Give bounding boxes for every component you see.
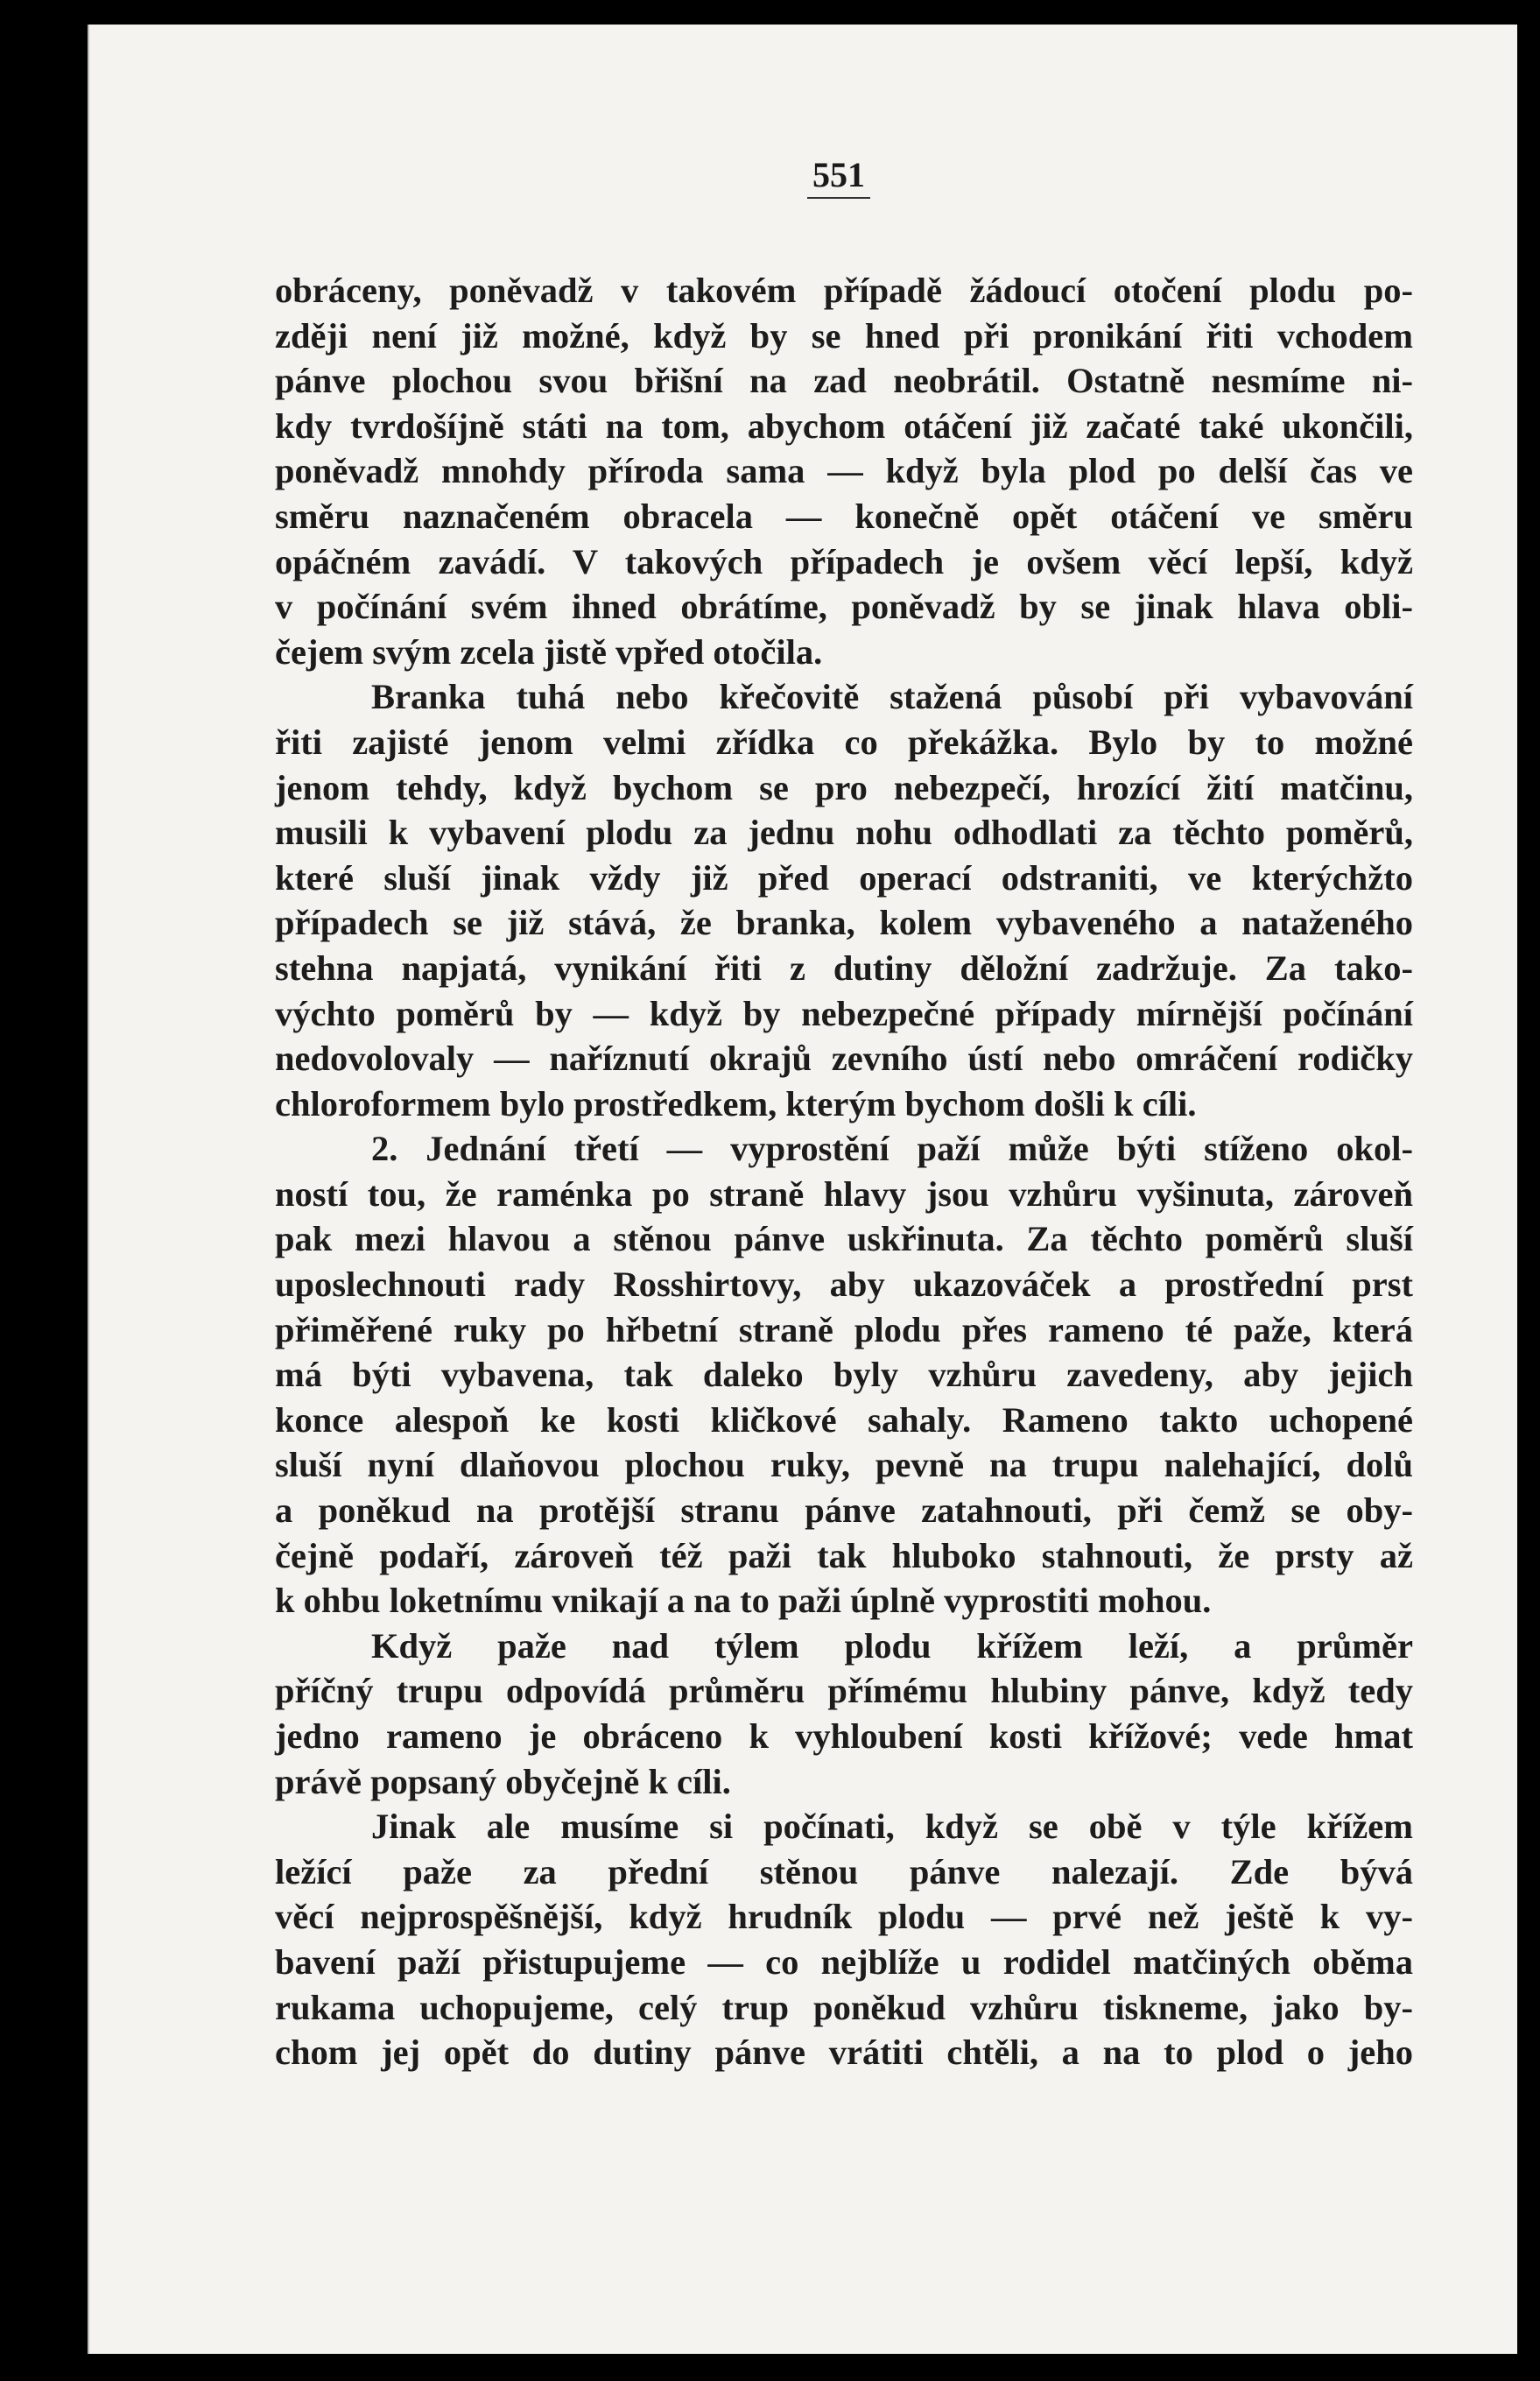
text-line: obráceny, poněvadž v takovém případě žádoucí otočení plodu po- (275, 271, 1413, 310)
text-line: kdy tvrdošíjně státi na tom, abychom otáčení již začaté také ukončili, (275, 405, 1413, 446)
text-line: ležící paže za přední stěnou pánve nalezají. Zde bývá (275, 1851, 1413, 1891)
body-text (275, 268, 1413, 2075)
text-line: rukama uchopujeme, celý trup poněkud vzhůru tiskneme, jako by- (275, 1987, 1413, 2027)
text-line: právě popsaný obyčejně k cíli. (275, 1761, 731, 1801)
text-line: řiti zajisté jenom velmi zřídka co překážka. Bylo by to možné (275, 722, 1413, 762)
text-line: ností tou, že raménka po straně hlavy jsou vzhůru vyšinuta, zároveň (275, 1173, 1413, 1214)
text-line: jenom tehdy, když bychom se pro nebezpečí, hrozící žití matčinu, (275, 767, 1413, 807)
text-line: nedovolovaly — naříznutí okrajů zevního ústí nebo omráčení rodičky (275, 1039, 1413, 1079)
text-line: musili k vybavení plodu za jednu nohu odhodlati za těchto poměrů, (275, 813, 1413, 853)
text-line: sluší nyní dlaňovou plochou ruky, pevně na trupu nalehající, dolů (275, 1445, 1413, 1485)
page-number: 551 (807, 154, 870, 199)
text-line: Když paže nad týlem plodu křížem leží, a průměr (371, 1625, 1413, 1666)
text-line: věcí nejprospěšnější, když hrudník plodu — prvé než ještě k vy- (275, 1897, 1413, 1937)
text-line: 2. Jednání třetí — vyprostění paží může býti stíženo okol- (371, 1129, 1413, 1169)
text-line: a poněkud na protější stranu pánve zatahnouti, při čemž se oby- (275, 1490, 1413, 1531)
text-line: čejně podaří, zároveň též paži tak hluboko stahnouti, že prsty až (275, 1535, 1413, 1575)
text-line: jedno rameno je obráceno k vyhloubení kosti křížové; vede hmat (275, 1716, 1413, 1756)
text-line: konce alespoň ke kosti kličkové sahaly. Rameno takto uchopené (275, 1399, 1413, 1440)
text-line: má býti vybavena, tak daleko byly vzhůru zavedeny, aby jejich (275, 1355, 1413, 1395)
text-line: které sluší jinak vždy již před operací odstraniti, ve kterýchžto (275, 857, 1413, 898)
text-line: zději není již možné, když by se hned při pronikání řiti vchodem (275, 315, 1413, 356)
page-edge (88, 25, 89, 2354)
text-line: případech se již stává, že branka, kolem vybaveného a nataženého (275, 903, 1413, 943)
text-line: příčný trupu odpovídá průměru přímému hlubiny pánve, když tedy (275, 1671, 1413, 1711)
text-line: směru naznačeném obracela — konečně opět otáčení ve směru (275, 496, 1413, 536)
text-line: k ohbu loketnímu vnikají a na to paži úplně vyprostiti mohou. (275, 1581, 1212, 1621)
text-line: Jinak ale musíme si počínati, když se obě v týle křížem (371, 1807, 1413, 1847)
text-line: opáčném zavádí. V takových případech je ovšem věcí lepší, když (275, 541, 1413, 581)
text-line: Branka tuhá nebo křečovitě stažená působí při vybavování (371, 677, 1413, 717)
text-line: uposlechnouti rady Rosshirtovy, aby ukazováček a prostřední prst (275, 1264, 1413, 1305)
book-page (88, 25, 1517, 2354)
text-line: čejem svým zcela jistě vpřed otočila. (275, 631, 823, 672)
text-line: přiměřené ruky po hřbetní straně plodu přes rameno té paže, která (275, 1309, 1413, 1349)
text-line: výchto poměrů by — když by nebezpečné případy mírnější počínání (275, 993, 1413, 1033)
text-line: chom jej opět do dutiny pánve vrátiti chtěli, a na to plod o jeho (275, 2032, 1413, 2073)
text-line: stehna napjatá, vynikání řiti z dutiny děložní zadržuje. Za tako- (275, 947, 1413, 988)
text-line: bavení paží přistupujeme — co nejblíže u rodidel matčiných oběma (275, 1941, 1413, 1982)
text-line: chloroformem bylo prostředkem, kterým bychom došli k cíli. (275, 1083, 1197, 1124)
text-line: v počínání svém ihned obrátíme, poněvadž by se jinak hlava obli- (275, 587, 1413, 627)
text-line: poněvadž mnohdy příroda sama — když byla plod po delší čas ve (275, 451, 1413, 491)
text-line: pak mezi hlavou a stěnou pánve uskřinuta. Za těchto poměrů sluší (275, 1219, 1413, 1259)
text-line: pánve plochou svou břišní na zad neobrátil. Ostatně nesmíme ni- (275, 361, 1413, 401)
